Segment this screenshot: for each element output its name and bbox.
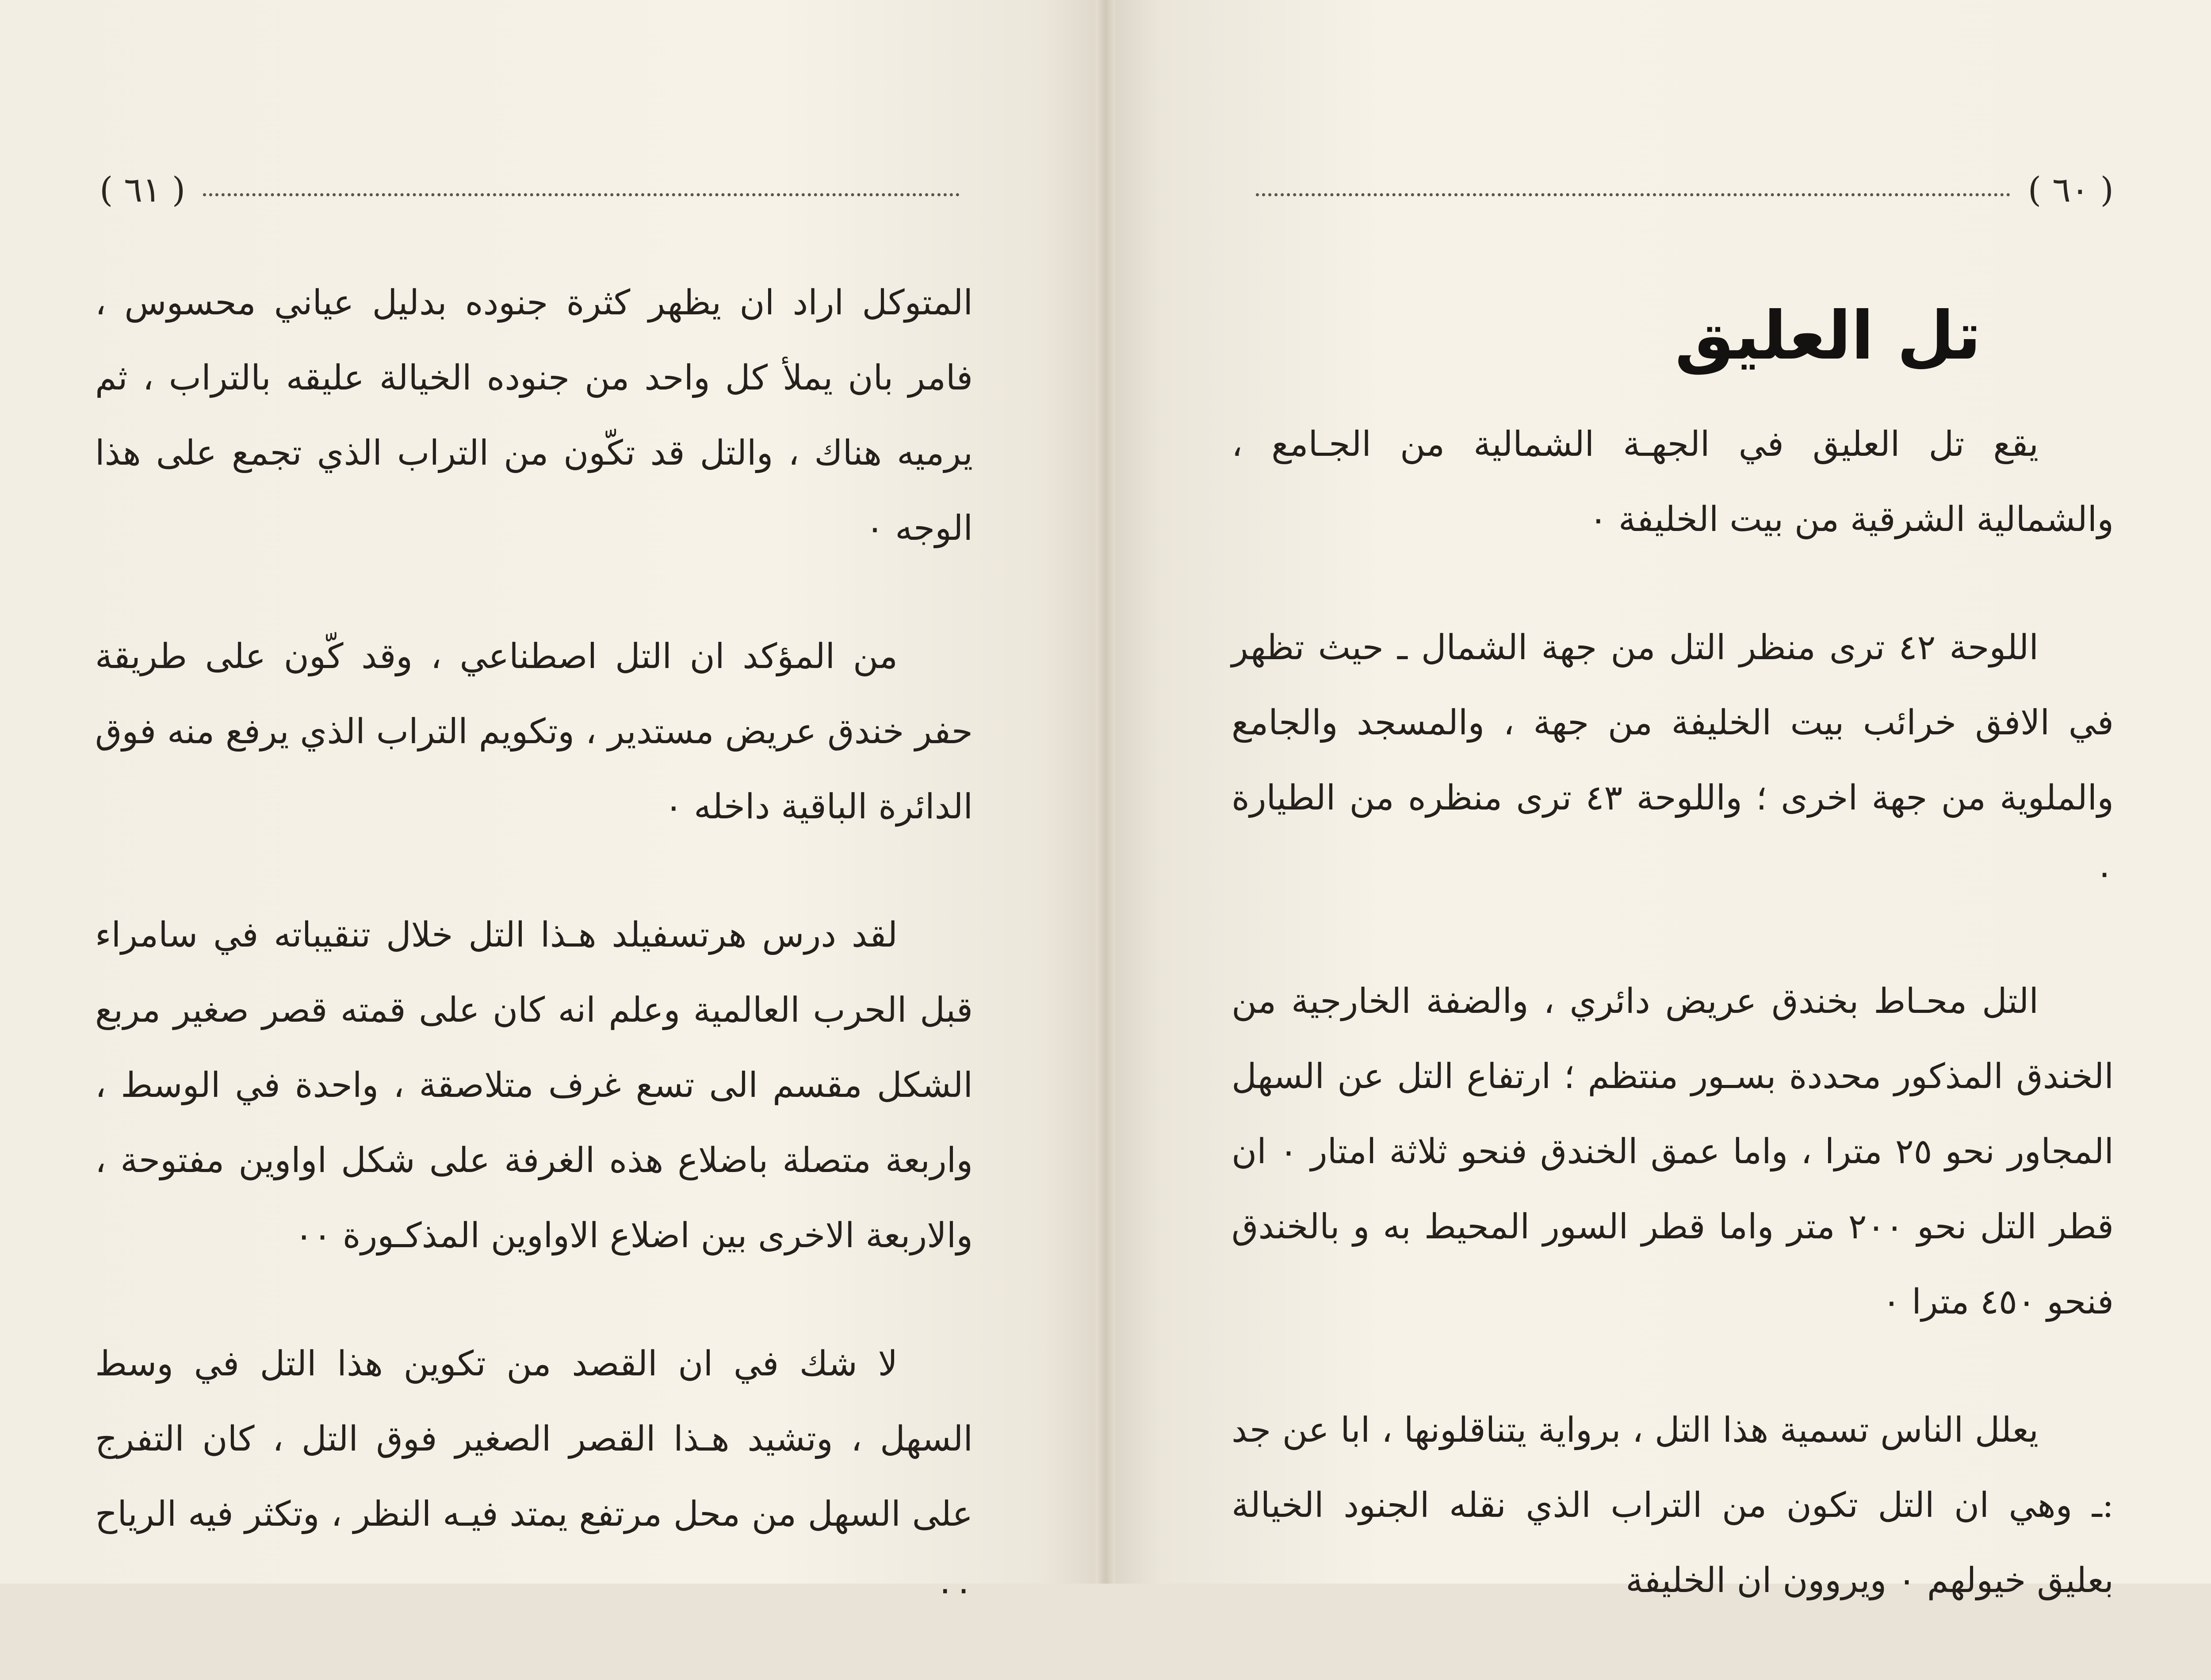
chapter-title: تل العليق: [1675, 298, 1981, 374]
dotted-leader: [203, 193, 960, 196]
right-page-body: [1232, 407, 2114, 1671]
paragraph: يعلل الناس تسمية هذا التل ، برواية يتناقلونها ، ابا عن جد :ـ وهي ان التل تكون من التراب الذي نقله الجنود الخيالة بعليق خيولهم ٠ ويروون ان الخليفة: [1232, 1410, 2114, 1600]
paragraph: من المؤكد ان التل اصطناعي ، وقد كّون على طريقة حفر خندق عريض مستدير ، وتكويم التراب الذي يرفع منه فوق الدائرة الباقية داخله ٠: [95, 637, 973, 827]
right-page-header: [1238, 159, 2114, 221]
right-page: [1106, 0, 2211, 1600]
paragraph: لا شك في ان القصد من تكوين هذا التل في وسط السهل ، وتشيد هـذا القصر الصغير فوق التل ، كان التفرج على السهل من محل مرتفع يمتد فيـه النظر ، وتكثر فيه الرياح ٠٠: [95, 1344, 973, 1609]
paragraph: المتوكل اراد ان يظهر كثرة جنوده بدليل عياني محسوس ، فامر بان يملأ كل واحد من جنوده الخيالة عليقه بالتراب ، ثم يرميه هناك ، والتل قد تكّون من التراب الذي تجمع على هذا الوجه ٠: [95, 283, 973, 548]
paragraph: اللوحة ٤٢ ترى منظر التل من جهة الشمال ـ حيث تظهر في الافق خرائب بيت الخليفة من جهة ، والمسجد والجامع والملوية من جهة اخرى ؛ واللوحة ٤٣ ترى منظره من الطيارة ٠: [1232, 628, 2114, 893]
book-gutter: [1096, 0, 1115, 1584]
paragraph: يقع تل العليق في الجهـة الشمالية من الجـامع ، والشمالية الشرقية من بيت الخليفة ٠: [1232, 424, 2114, 539]
page-number-61: ( ٦١ ): [99, 170, 186, 210]
left-page: [0, 0, 1106, 1609]
left-page-body: [95, 265, 973, 1680]
paragraph: لقد درس هرتسفيلد هـذا التل خلال تنقيباته في سامراء قبل الحرب العالمية وعلم انه كان على قمته قصر صغير مربع الشكل مقسم الى تسع غرف متلاصقة ، واحدة في الوسط ، واربعة متصلة باضلاع هذه الغرفة على شكل اواوين مفتوحة ، والاربعة الاخرى بين اضلاع الاواوين المذكـورة ٠٠: [95, 915, 973, 1256]
page-number-60: ( ٦٠ ): [2027, 170, 2114, 210]
dotted-leader: [1256, 193, 2010, 196]
paragraph: التل محـاط بخندق عريض دائري ، والضفة الخارجية من الخندق المذكور محددة بسـور منتظم ؛ ارتفاع التل عن السهل المجاور نحو ٢٥ مترا ، واما عمق الخندق فنحو ثلاثة امتار ٠ ان قطر التل نحو ٢٠٠ متر واما قطر السور المحيط به و بالخندق فنحو ٤٥٠ مترا ٠: [1232, 981, 2114, 1322]
left-page-header: [99, 159, 977, 221]
